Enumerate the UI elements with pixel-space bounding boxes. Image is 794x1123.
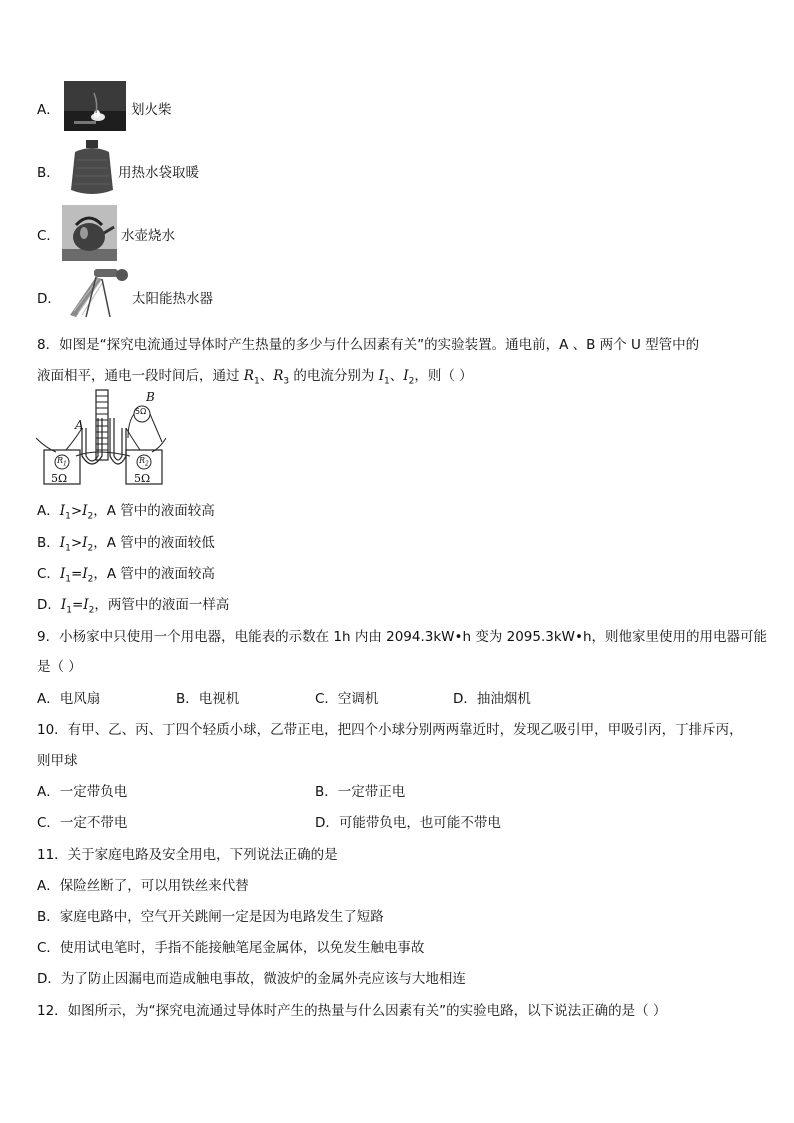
q11-option-c: C．使用试电笔时，手指不能接触笔尾金属体，以免发生触电事故 xyxy=(37,940,425,956)
match-striking-photo xyxy=(64,81,126,131)
q10-stem-line2: 则甲球 xyxy=(37,753,78,769)
q7-option-d xyxy=(37,287,61,307)
figure-r2-label: $R_2$ xyxy=(139,456,149,468)
q11-stem: 11．关于家庭电路及安全用电，下列说法正确的是 xyxy=(37,847,338,863)
figure-r1-label: $R_1$ xyxy=(57,456,67,468)
q7-option-b xyxy=(37,161,60,181)
option-letter: B． xyxy=(37,165,60,181)
q11-option-a: A．保险丝断了，可以用铁丝来代替 xyxy=(37,878,249,894)
q9-option-a: A．电风扇 xyxy=(37,691,101,707)
q9-stem-line2: 是（ ） xyxy=(37,659,82,675)
q11-option-b: B．家庭电路中，空气开关跳闸一定是因为电路发生了短路 xyxy=(37,909,384,925)
figure-resistor-top: 5Ω xyxy=(135,407,147,416)
q9-option-d: D．抽油烟机 xyxy=(453,691,531,707)
q7-option-b-text: 用热水袋取暖 xyxy=(118,165,199,181)
q7-option-a xyxy=(37,98,60,118)
q8-option-b: B．$I_1>I_2$，A 管中的液面较低 xyxy=(37,535,215,554)
q9-option-c: C．空调机 xyxy=(315,691,379,707)
figure-label-b: B xyxy=(146,390,155,404)
q10-option-a: A．一定带负电 xyxy=(37,784,128,800)
figure-resistor-left: 5Ω xyxy=(51,472,68,485)
q10-option-c: C．一定不带电 xyxy=(37,815,128,831)
q7-option-d-text: 太阳能热水器 xyxy=(132,291,213,307)
q7-option-c xyxy=(37,224,60,244)
q8-stem-line2: 液面相平，通电一段时间后，通过 $R_1$、$R_3$ 的电流分别为 $I_1$、$I_2$，则（ ） xyxy=(37,368,473,387)
q8-option-a: A．$I_1>I_2$，A 管中的液面较高 xyxy=(37,503,215,522)
q8-experiment-figure xyxy=(36,388,166,488)
solar-water-heater-photo xyxy=(66,267,128,319)
q7-option-a-text: 划火柴 xyxy=(131,102,172,118)
q9-option-b: B．电视机 xyxy=(176,691,240,707)
hot-water-bag-photo xyxy=(69,140,115,196)
kettle-boiling-photo xyxy=(62,205,117,261)
figure-resistor-right: 5Ω xyxy=(134,472,151,485)
q10-option-b: B．一定带正电 xyxy=(315,784,406,800)
q10-option-d: D．可能带负电，也可能不带电 xyxy=(315,815,501,831)
option-letter: C． xyxy=(37,228,60,244)
q7-option-c-text: 水壶烧水 xyxy=(121,228,175,244)
q9-stem-line1: 9．小杨家中只使用一个用电器，电能表的示数在 1h 内由 2094.3kW•h 变为 2095.3kW•h，则他家里使用的用电器可能 xyxy=(37,629,768,645)
q8-option-c: C．$I_1=I_2$，A 管中的液面较高 xyxy=(37,566,215,585)
q8-option-d: D．$I_1=I_2$，两管中的液面一样高 xyxy=(37,597,230,616)
option-letter: A． xyxy=(37,102,60,118)
figure-label-a: A xyxy=(75,418,84,432)
q12-stem: 12．如图所示，为“探究电流通过导体时产生的热量与什么因素有关”的实验电路，以下说法正确的是（ ） xyxy=(37,1003,667,1019)
q8-stem-line1: 8．如图是“探究电流通过导体时产生热量的多少与什么因素有关”的实验装置。通电前，A 、B 两个 U 型管中的 xyxy=(37,337,700,353)
option-letter: D． xyxy=(37,291,61,307)
q10-stem-line1: 10．有甲、乙、丙、丁四个轻质小球，乙带正电，把四个小球分别两两靠近时，发现乙吸引甲，甲吸引丙，丁排斥丙， xyxy=(37,722,743,738)
q11-option-d: D．为了防止因漏电而造成触电事故，微波炉的金属外壳应该与大地相连 xyxy=(37,971,466,987)
